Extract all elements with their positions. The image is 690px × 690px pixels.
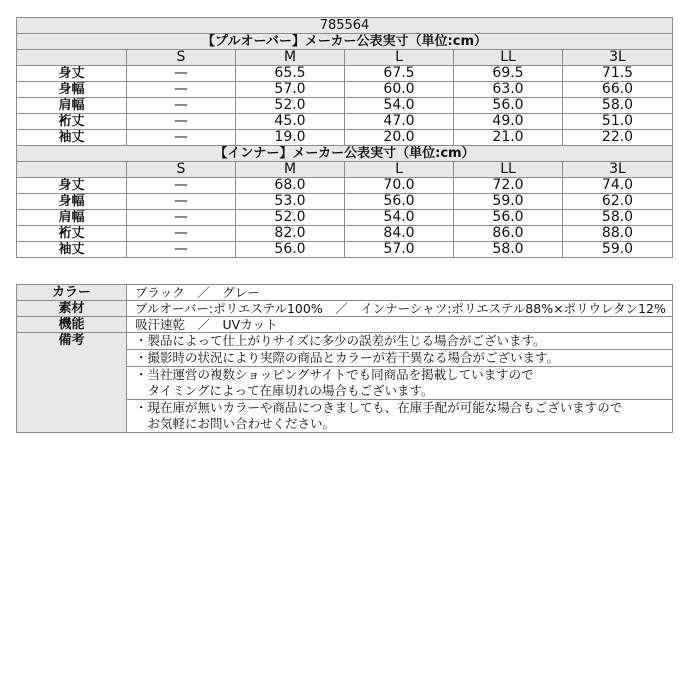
measurement-value: 69.5: [454, 66, 563, 82]
measurement-value: 60.0: [345, 82, 454, 98]
size-header-cell: L: [345, 162, 454, 178]
size-header-cell: LL: [454, 50, 563, 66]
measurement-value: 65.5: [236, 66, 345, 82]
material-row: [17, 301, 673, 317]
measurement-row: [17, 178, 673, 194]
measurement-value: 52.0: [236, 98, 345, 114]
measurement-value: 19.0: [236, 130, 345, 146]
measurement-value: 59.0: [454, 194, 563, 210]
measurement-value: —: [127, 98, 236, 114]
color-value: ブラック ／ グレー: [127, 285, 673, 301]
measurement-value: —: [127, 114, 236, 130]
notes-label: 備考: [17, 333, 127, 433]
measurement-value: 47.0: [345, 114, 454, 130]
measurement-value: 86.0: [454, 226, 563, 242]
size-header-cell: S: [127, 50, 236, 66]
measurement-value: —: [127, 210, 236, 226]
size-header-cell: LL: [454, 162, 563, 178]
measurement-value: 71.5: [563, 66, 673, 82]
color-label: カラー: [17, 285, 127, 301]
note-item: [127, 367, 673, 400]
note-item: [127, 333, 673, 350]
measurement-value: 82.0: [236, 226, 345, 242]
measurement-value: —: [127, 226, 236, 242]
size-header-cell: L: [345, 50, 454, 66]
measurement-label: 身丈: [17, 178, 127, 194]
section-title: 【プルオーバー】メーカー公表実寸（単位:cm）: [17, 34, 673, 50]
size-chart-table: [16, 17, 673, 258]
size-header-corner: [17, 162, 127, 178]
measurement-value: 58.0: [563, 210, 673, 226]
measurement-label: 肩幅: [17, 98, 127, 114]
measurement-label: 裄丈: [17, 226, 127, 242]
measurement-value: 58.0: [563, 98, 673, 114]
measurement-value: —: [127, 194, 236, 210]
measurement-value: 56.0: [454, 210, 563, 226]
note-row: [17, 333, 673, 350]
measurement-value: 21.0: [454, 130, 563, 146]
measurement-value: —: [127, 82, 236, 98]
measurement-value: —: [127, 66, 236, 82]
size-header-cell: 3L: [563, 162, 673, 178]
function-label: 機能: [17, 317, 127, 333]
measurement-value: 58.0: [454, 242, 563, 258]
measurement-value: 53.0: [236, 194, 345, 210]
note-line: ・当社運営の複数ショッピングサイトでも同商品を掲載していますので: [135, 367, 534, 382]
note-item: [127, 350, 673, 367]
measurement-label: 袖丈: [17, 242, 127, 258]
measurement-value: 56.0: [454, 98, 563, 114]
measurement-value: 20.0: [345, 130, 454, 146]
size-header-row: [17, 50, 673, 66]
measurement-label: 身幅: [17, 82, 127, 98]
product-info-table: [16, 284, 673, 433]
section-title-row: [17, 146, 673, 162]
note-item: [127, 400, 673, 433]
notes-body: [17, 333, 673, 433]
measurement-value: —: [127, 178, 236, 194]
function-row: [17, 317, 673, 333]
measurement-value: 62.0: [563, 194, 673, 210]
size-header-corner: [17, 50, 127, 66]
measurement-value: 51.0: [563, 114, 673, 130]
size-header-cell: M: [236, 50, 345, 66]
product-code: 785564: [17, 18, 673, 34]
measurement-label: 身丈: [17, 66, 127, 82]
note-line: お気軽にお問い合わせください。: [135, 416, 336, 431]
measurement-value: 49.0: [454, 114, 563, 130]
measurement-value: 52.0: [236, 210, 345, 226]
color-row: [17, 285, 673, 301]
measurement-label: 袖丈: [17, 130, 127, 146]
measurement-value: 54.0: [345, 210, 454, 226]
measurement-value: 74.0: [563, 178, 673, 194]
section-title: 【インナー】メーカー公表実寸（単位:cm）: [17, 146, 673, 162]
material-label: 素材: [17, 301, 127, 317]
measurement-value: 45.0: [236, 114, 345, 130]
section-title-row: [17, 34, 673, 50]
size-header-row: [17, 162, 673, 178]
product-code-row: [17, 18, 673, 34]
measurement-value: 22.0: [563, 130, 673, 146]
measurement-value: 68.0: [236, 178, 345, 194]
measurement-label: 身幅: [17, 194, 127, 210]
measurement-value: 72.0: [454, 178, 563, 194]
measurement-row: [17, 82, 673, 98]
measurement-value: 57.0: [345, 242, 454, 258]
measurement-value: 66.0: [563, 82, 673, 98]
measurement-value: 57.0: [236, 82, 345, 98]
measurement-row: [17, 130, 673, 146]
measurement-row: [17, 66, 673, 82]
measurement-label: 肩幅: [17, 210, 127, 226]
measurement-value: 63.0: [454, 82, 563, 98]
size-header-cell: 3L: [563, 50, 673, 66]
measurement-label: 裄丈: [17, 114, 127, 130]
measurement-row: [17, 114, 673, 130]
measurement-row: [17, 194, 673, 210]
measurement-row: [17, 226, 673, 242]
measurement-value: 56.0: [236, 242, 345, 258]
size-chart-body: [17, 18, 673, 258]
measurement-row: [17, 242, 673, 258]
note-line: タイミングによって在庫切れの場合もございます。: [135, 383, 434, 398]
measurement-value: —: [127, 242, 236, 258]
measurement-value: —: [127, 130, 236, 146]
measurement-value: 67.5: [345, 66, 454, 82]
measurement-value: 56.0: [345, 194, 454, 210]
function-value: 吸汗速乾 ／ UVカット: [127, 317, 673, 333]
size-header-cell: M: [236, 162, 345, 178]
note-line: ・現在庫が無いカラーや商品につきましても、在庫手配が可能な場合もございますので: [135, 400, 623, 415]
measurement-value: 84.0: [345, 226, 454, 242]
material-value: プルオーバー:ポリエステル100% ／ インナーシャツ:ポリエステル88%×ポリウレタン12%: [127, 301, 673, 317]
measurement-value: 70.0: [345, 178, 454, 194]
note-line: ・撮影時の状況により実際の商品とカラーが若干異なる場合がございます。: [135, 350, 560, 365]
size-header-cell: S: [127, 162, 236, 178]
measurement-value: 88.0: [563, 226, 673, 242]
note-line: ・製品によって仕上がりサイズに多少の誤差が生じる場合がございます。: [135, 333, 546, 348]
measurement-value: 59.0: [563, 242, 673, 258]
measurement-row: [17, 210, 673, 226]
measurement-value: 54.0: [345, 98, 454, 114]
measurement-row: [17, 98, 673, 114]
